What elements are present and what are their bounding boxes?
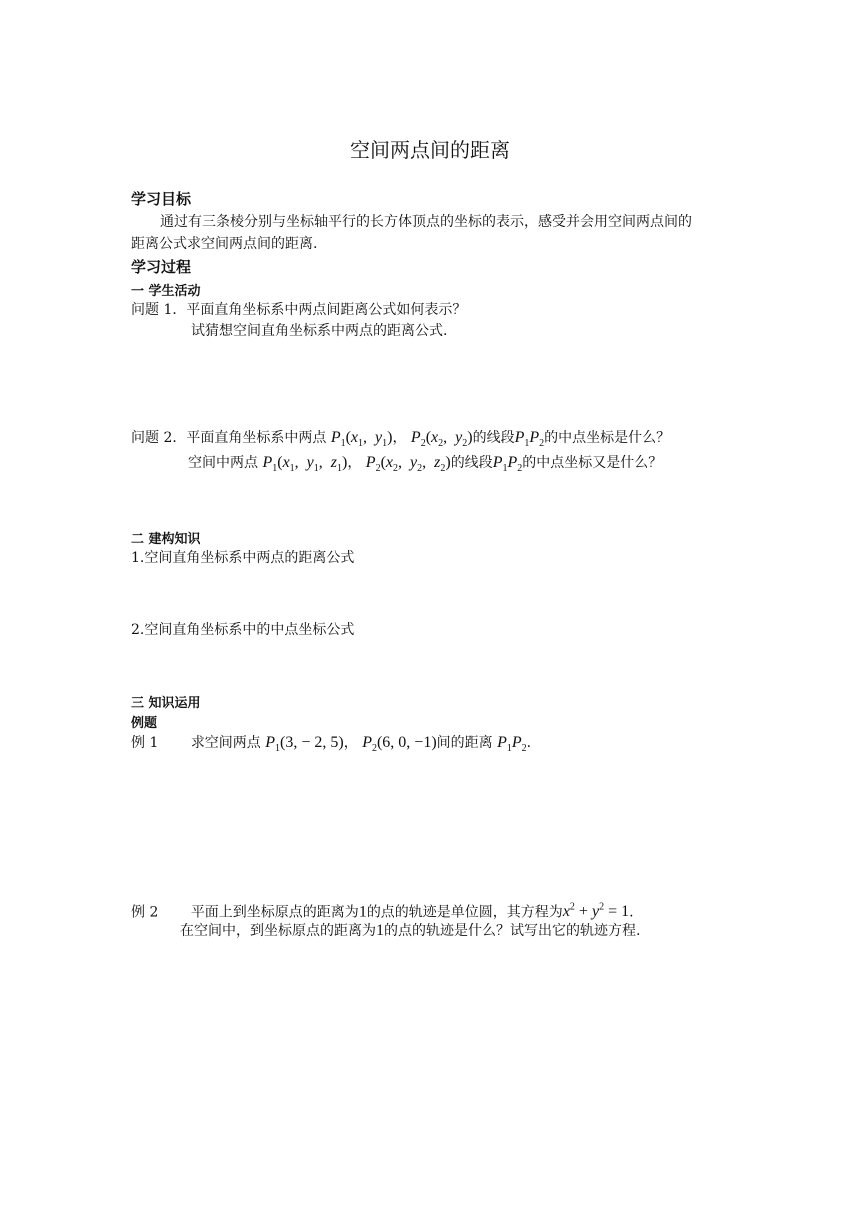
- section3-heading: 三 知识运用: [131, 696, 201, 711]
- question2-line1: 问题 2．平面直角坐标系中两点 $P_1(x_1$, $y_1$)， $P_2(x_2$, $y_2$)的线段$P_1P_2$的中点坐标是什么？: [131, 429, 671, 450]
- formula-ex1-p1: $P_1(3$, − 2, 5): [265, 734, 344, 755]
- formula-radius-1: 1: [358, 903, 367, 921]
- formula-p1-2d: $P_1(x_1$, $y_1$): [330, 429, 393, 450]
- formula-p1-3d: $P_1(x_1$, $y_1$, $z_1$): [262, 454, 348, 475]
- formula-p2-2d: $P_2(x_2$, $y_2$): [410, 429, 473, 450]
- knowledge-item-1: 1.空间直角坐标系中两点的距离公式: [131, 550, 355, 566]
- knowledge-item-2: 2.空间直角坐标系中的中点坐标公式: [131, 622, 355, 638]
- examples-heading: 例题: [131, 716, 158, 731]
- goal-text-line1: 通过有三条棱分别与坐标轴平行的长方体顶点的坐标的表示，感受并会用空间两点间的: [160, 214, 692, 230]
- example1: 例 1 求空间两点 $P_1(3$, − 2, 5)， $P_2(6$, 0, −1)间的距离 $P_1P_2$.: [131, 734, 532, 755]
- formula-p2-3d: $P_2(x_2$, $y_2$, $z_2$): [365, 454, 451, 475]
- question1-line2: 试猜想空间直角坐标系中两点的距离公式.: [191, 323, 448, 339]
- question1-text: 平面直角坐标系中两点间距离公式如何表示？: [186, 302, 467, 318]
- formula-ex1-p2: $P_2(6$, 0, −1): [362, 734, 437, 755]
- formula-unit-circle: $x^2 + y^2 = 1$: [562, 902, 630, 921]
- page-title: 空间两点间的距离: [350, 138, 510, 162]
- question2-label: 问题 2．: [131, 430, 187, 446]
- example2-line2: 在空间中，到坐标原点的距离为1的点的轨迹是什么？试写出它的轨迹方程.: [180, 922, 641, 939]
- goal-heading: 学习目标: [131, 190, 192, 208]
- section2-heading: 二 建构知识: [131, 532, 201, 547]
- section1-heading: 一 学生活动: [131, 284, 201, 299]
- question2-line2: 空间中两点 $P_1(x_1$, $y_1$, $z_1$)， $P_2(x_2$, $y_2$, $z_2$)的线段$P_1P_2$的中点坐标又是什么？: [188, 454, 663, 475]
- example2-label: 例 2: [131, 904, 159, 921]
- formula-segment-2d: $P_1P_2$: [514, 429, 545, 450]
- example2-line1: 例 2 平面上到坐标原点的距离为1的点的轨迹是单位圆，其方程为$x^2 + y^2 = 1$.: [131, 902, 634, 921]
- question1-label: 问题 1．: [131, 302, 187, 318]
- formula-segment-3d: $P_1P_2$: [492, 454, 523, 475]
- goal-text-line2: 距离公式求空间两点间的距离.: [131, 236, 318, 252]
- formula-radius-1b: 1: [376, 922, 384, 939]
- example1-label: 例 1: [131, 735, 159, 751]
- process-heading: 学习过程: [131, 258, 192, 276]
- question1-line1: [131, 300, 466, 320]
- formula-ex1-segment: $P_1P_2$: [497, 734, 527, 755]
